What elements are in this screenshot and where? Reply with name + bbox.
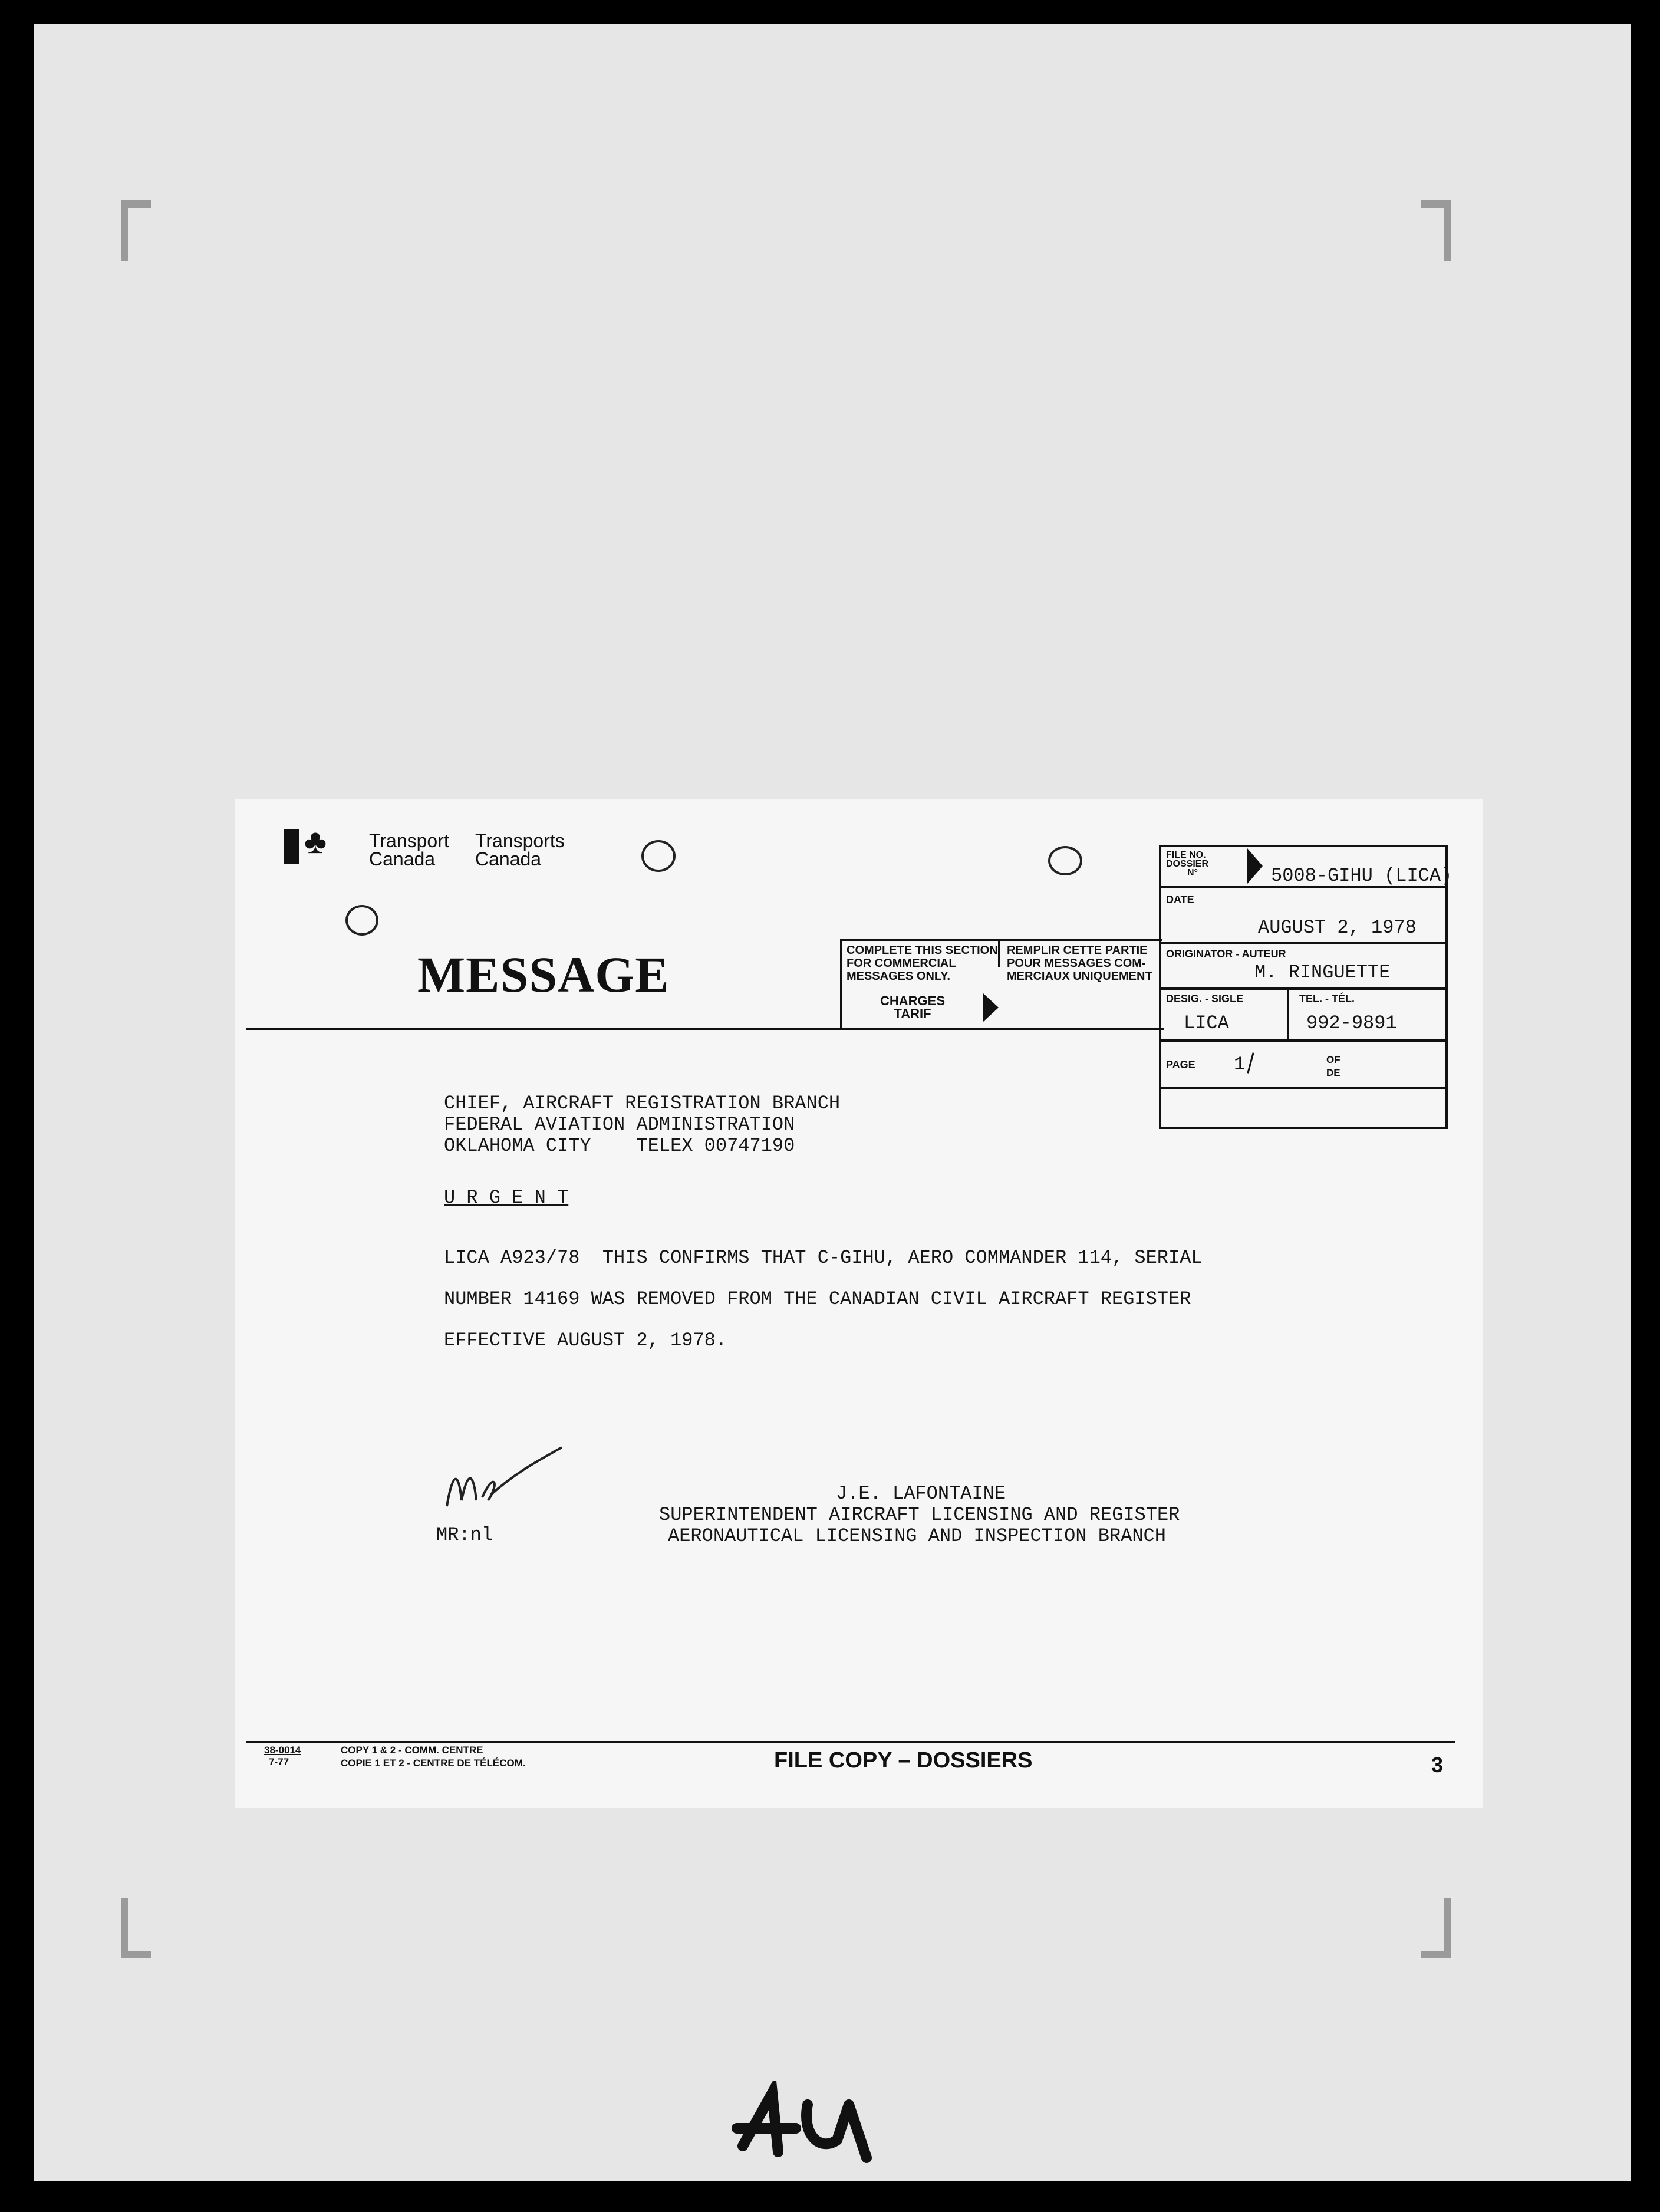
agency-name-en: Transport Canada bbox=[369, 830, 449, 870]
of-label: OF DE bbox=[1326, 1054, 1340, 1078]
copy-note-en: COPY 1 & 2 - COMM. CENTRE bbox=[341, 1744, 483, 1756]
designation-label: DESIG. - SIGLE bbox=[1166, 993, 1244, 1005]
charges-arrow-icon bbox=[983, 993, 999, 1022]
commercial-note-en: COMPLETE THIS SECTION FOR COMMERCIAL MESSAGES ONLY. bbox=[847, 944, 998, 983]
form-title: MESSAGE bbox=[417, 946, 670, 1003]
addressee-line-3: OKLAHOMA CITY TELEX 00747190 bbox=[444, 1135, 795, 1157]
punch-hole-1 bbox=[641, 840, 676, 872]
file-number-label: FILE NO. DOSSIER N° bbox=[1166, 850, 1209, 878]
telephone-label: TEL. - TÉL. bbox=[1299, 993, 1355, 1005]
charges-box-divider bbox=[998, 940, 1000, 967]
originator-value: M. RINGUETTE bbox=[1254, 962, 1391, 983]
punch-hole-3 bbox=[345, 905, 378, 936]
copy-number: 3 bbox=[1431, 1753, 1444, 1777]
page-value: 1 bbox=[1234, 1054, 1246, 1075]
info-box-row2 bbox=[1159, 942, 1448, 944]
telephone-value: 992-9891 bbox=[1306, 1012, 1397, 1034]
form-date: 7-77 bbox=[269, 1756, 289, 1767]
copy-note-fr: COPIE 1 ET 2 - CENTRE DE TÉLÉCOM. bbox=[341, 1757, 526, 1769]
signatory-title-2: AERONAUTICAL LICENSING AND INSPECTION BRANCH bbox=[668, 1525, 1166, 1547]
message-line-2: NUMBER 14169 WAS REMOVED FROM THE CANADIAN CIVIL AIRCRAFT REGISTER bbox=[444, 1288, 1191, 1310]
addressee-line-1: CHIEF, AIRCRAFT REGISTRATION BRANCH bbox=[444, 1092, 841, 1114]
message-form bbox=[235, 799, 1483, 1808]
commercial-note-fr: REMPLIR CETTE PARTIE POUR MESSAGES COM- MERCIAUX UNIQUEMENT bbox=[1007, 944, 1152, 983]
priority-label: U R G E N T bbox=[444, 1187, 569, 1209]
designation-value: LICA bbox=[1184, 1012, 1229, 1034]
info-box-bottom bbox=[1159, 1127, 1448, 1129]
handwritten-page-number bbox=[731, 2081, 908, 2170]
handwritten-initials bbox=[441, 1436, 571, 1518]
header-rule bbox=[246, 1028, 1164, 1030]
date-value: AUGUST 2, 1978 bbox=[1258, 917, 1417, 939]
signatory-name: J.E. LAFONTAINE bbox=[836, 1483, 1006, 1505]
charges-box-top bbox=[840, 939, 1162, 941]
flag-bar-icon bbox=[284, 830, 299, 864]
info-box-row5 bbox=[1159, 1087, 1448, 1089]
file-copy-label: FILE COPY – DOSSIERS bbox=[774, 1748, 1033, 1773]
info-box-row4 bbox=[1159, 1039, 1448, 1042]
form-number: 38-0014 bbox=[264, 1744, 301, 1756]
signatory-title-1: SUPERINTENDENT AIRCRAFT LICENSING AND REGISTER bbox=[659, 1504, 1180, 1526]
charges-label: CHARGES TARIF bbox=[880, 993, 945, 1021]
page-label: PAGE bbox=[1166, 1059, 1195, 1071]
info-box-divider bbox=[1287, 989, 1289, 1041]
crop-mark-bottom-left bbox=[121, 1898, 151, 1958]
typist-initials: MR:nl bbox=[436, 1524, 493, 1546]
date-label: DATE bbox=[1166, 894, 1194, 906]
agency-name-fr: Transports Canada bbox=[475, 830, 565, 870]
addressee-line-2: FEDERAL AVIATION ADMINISTRATION bbox=[444, 1114, 795, 1135]
charges-box-left bbox=[840, 939, 842, 1029]
info-box-row3 bbox=[1159, 988, 1448, 990]
info-box-top bbox=[1159, 845, 1448, 847]
crop-mark-top-right bbox=[1421, 200, 1451, 261]
message-line-3: EFFECTIVE AUGUST 2, 1978. bbox=[444, 1329, 727, 1351]
maple-leaf-icon: ♣ bbox=[304, 822, 327, 861]
originator-label: ORIGINATOR - AUTEUR bbox=[1166, 948, 1286, 960]
footer-rule bbox=[246, 1741, 1455, 1743]
file-number-arrow-icon bbox=[1247, 848, 1263, 884]
crop-mark-bottom-right bbox=[1421, 1898, 1451, 1958]
punch-hole-2 bbox=[1048, 846, 1082, 875]
page-slash bbox=[1247, 1052, 1254, 1074]
file-number-value: 5008-GIHU (LICA) bbox=[1271, 865, 1452, 887]
message-line-1: LICA A923/78 THIS CONFIRMS THAT C-GIHU, AERO COMMANDER 114, SERIAL bbox=[444, 1247, 1203, 1269]
crop-mark-top-left bbox=[121, 200, 151, 261]
